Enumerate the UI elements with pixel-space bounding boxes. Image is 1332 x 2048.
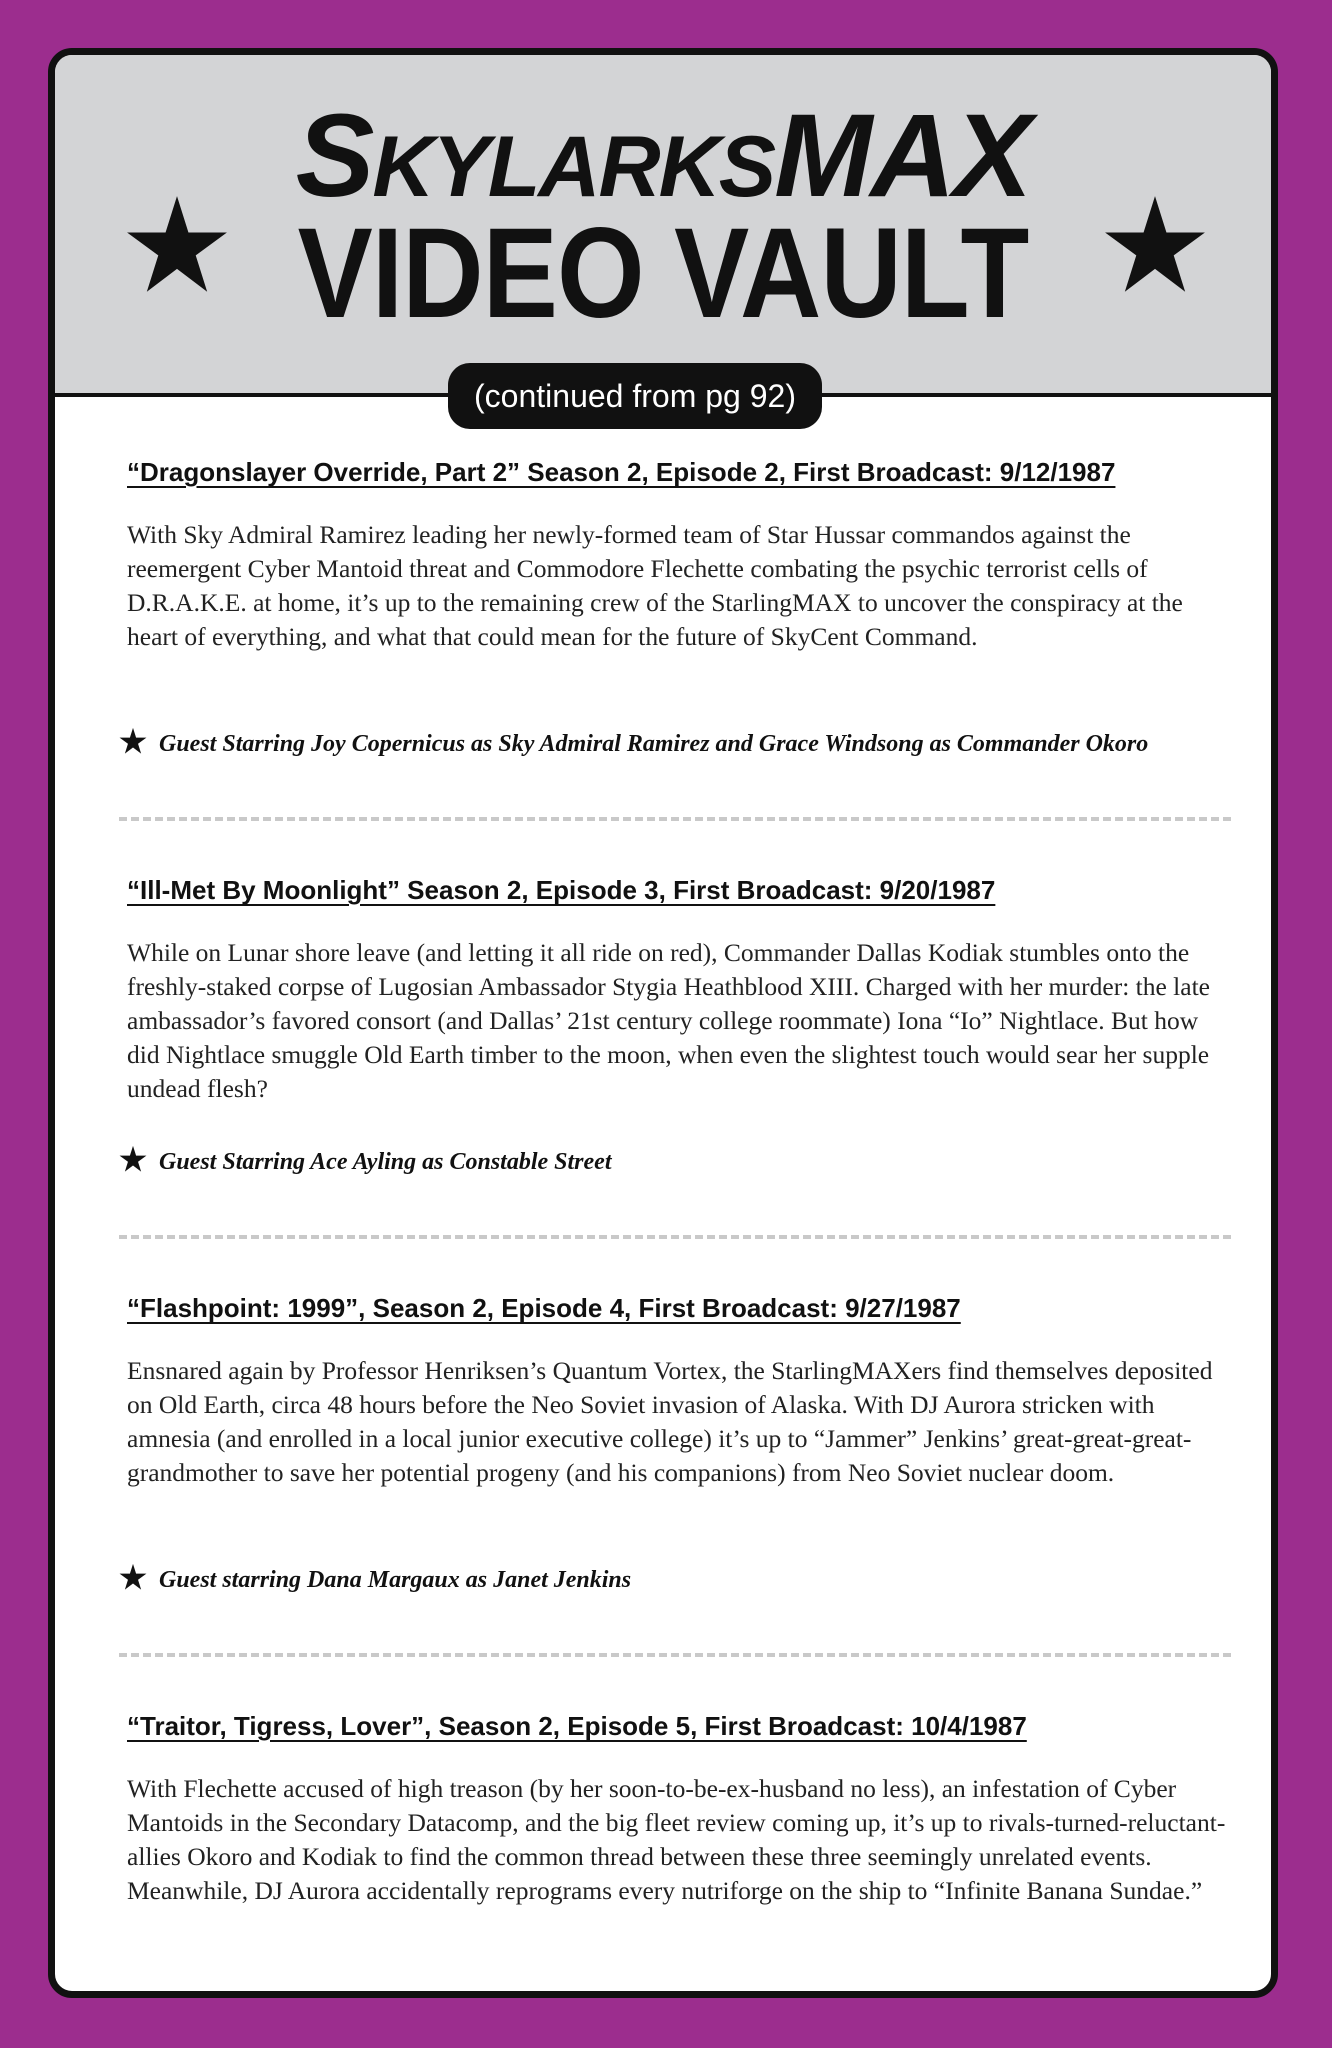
guest-credit	[119, 727, 1239, 758]
dashed-divider	[119, 1653, 1231, 1657]
star-icon	[125, 193, 229, 297]
episode-entry	[127, 1711, 1237, 1908]
guest-credit-text: Guest Starring Ace Ayling as Constable Street	[159, 1149, 612, 1175]
episode-title: “Flashpoint: 1999”, Season 2, Episode 4, First Broadcast: 9/27/1987	[127, 1293, 961, 1323]
title-kylarks: KYLARKS	[372, 119, 775, 215]
title-s: S	[295, 90, 373, 222]
episode-description: While on Lunar shore leave (and letting it all ride on red), Commander Dallas Kodiak stumbles onto the freshly-staked corpse of Lugosian Ambassador Stygia Heathblood XIII. Charged with her murder: the late ambassador’s favored consort (and Dallas’ 21st century college roommate) Iona “Io” Nightlace. But how did Nightlace smuggle Old Earth timber to the moon, when even the slightest touch would sear her supple undead flesh?	[127, 938, 1210, 1103]
guest-credit-text: Guest starring Dana Margaux as Janet Jenkins	[159, 1567, 632, 1593]
episode-description: With Sky Admiral Ramirez leading her newly-formed team of Star Hussar commandos against the reemergent Cyber Mantoid threat and Commodore Flechette combating the psychic terrorist cells of D.R.A.K.E. at home, it’s up to the remaining crew of the StarlingMAX to uncover the conspiracy at the heart of everything, and what that could mean for the future of SkyCent Command.	[127, 520, 1183, 651]
episode-entry	[127, 1293, 1237, 1490]
star-icon	[119, 1145, 147, 1173]
guest-credit-text: Guest Starring Joy Copernicus as Sky Admiral Ramirez and Grace Windsong as Commander Okoro	[159, 731, 1149, 757]
dashed-divider	[119, 1235, 1231, 1239]
guest-credit	[119, 1563, 1239, 1594]
guest-credit	[119, 1145, 1239, 1176]
title-video-vault: VIDEO VAULT	[297, 202, 1029, 345]
star-icon	[119, 727, 147, 755]
title-skylarksmax	[55, 90, 1271, 222]
dashed-divider	[119, 817, 1231, 821]
episode-entry	[127, 457, 1237, 654]
episode-entry	[127, 875, 1237, 1106]
episode-title: “Ill-Met By Moonlight” Season 2, Episode 3, First Broadcast: 9/20/1987	[127, 875, 996, 905]
continued-label: (continued from pg 92)	[448, 363, 822, 429]
episode-description: With Flechette accused of high treason (by her soon-to-be-ex-husband no less), an infestation of Cyber Mantoids in the Secondary Datacomp, and the big fleet review coming up, it’s up to rivals-turned-reluctant-allies Okoro and Kodiak to find the common thread between these three seemingly unrelated events. Meanwhile, DJ Aurora accidentally reprograms every nutriforge on the ship to “Infinite Banana Sundae.”	[127, 1774, 1226, 1905]
header-banner	[55, 55, 1271, 397]
star-icon	[119, 1563, 147, 1591]
episode-description: Ensnared again by Professor Henriksen’s Quantum Vortex, the StarlingMAXers find themselves deposited on Old Earth, circa 48 hours before the Neo Soviet invasion of Alaska. With DJ Aurora stricken with amnesia (and enrolled in a local junior executive college) it’s up to “Jammer” Jenkins’ great-great-great-grandmother to save her potential progeny (and his companions) from Neo Soviet nuclear doom.	[127, 1356, 1213, 1487]
episode-title: “Traitor, Tigress, Lover”, Season 2, Episode 5, First Broadcast: 10/4/1987	[127, 1711, 1027, 1741]
vault-card	[48, 48, 1278, 1998]
episode-title: “Dragonslayer Override, Part 2” Season 2, Episode 2, First Broadcast: 9/12/1987	[127, 457, 1116, 487]
title-max: MAX	[774, 90, 1031, 222]
star-icon	[1103, 193, 1207, 297]
